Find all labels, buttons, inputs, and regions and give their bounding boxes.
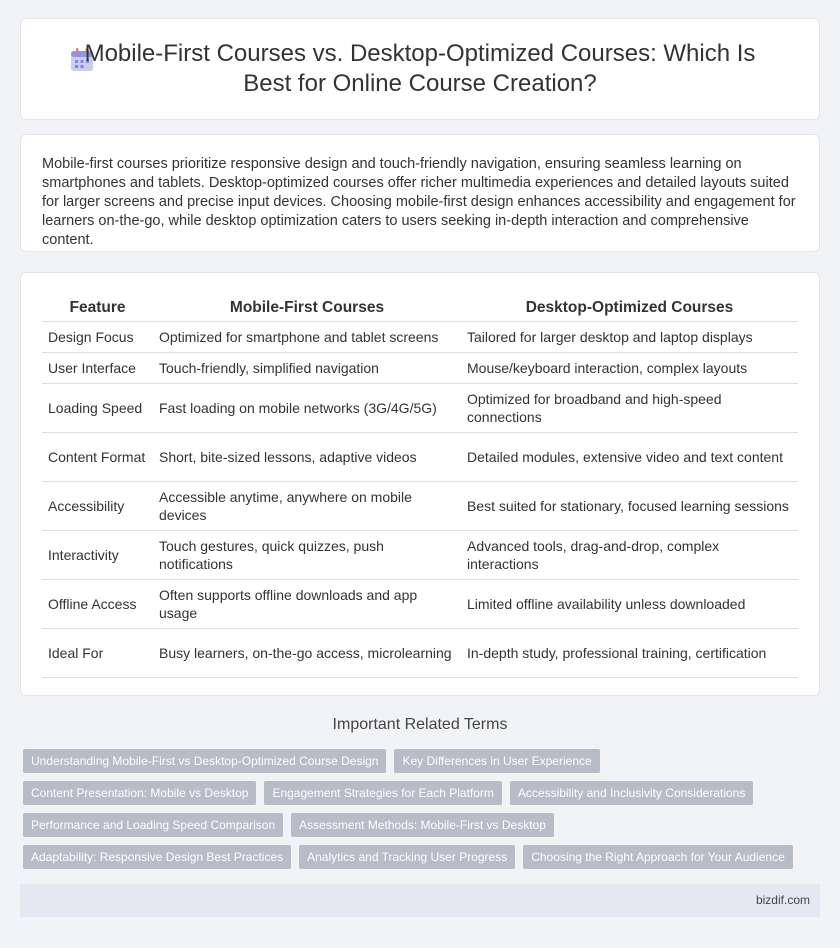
feature-cell: Interactivity	[42, 531, 153, 580]
desktop-cell: Best suited for stationary, focused learning sessions	[461, 482, 798, 531]
tag-row	[23, 749, 803, 781]
comparison-table	[42, 297, 798, 678]
related-term-tag[interactable]: Engagement Strategies for Each Platform	[264, 781, 501, 805]
feature-cell: User Interface	[42, 353, 153, 384]
mobile-cell: Accessible anytime, anywhere on mobile devices	[153, 482, 461, 531]
feature-cell: Content Format	[42, 433, 153, 482]
related-term-tag[interactable]: Performance and Loading Speed Comparison	[23, 813, 283, 837]
related-term-tag[interactable]: Choosing the Right Approach for Your Audience	[523, 845, 793, 869]
page-title: Mobile-First Courses vs. Desktop-Optimized Courses: Which Is Best for Online Course Creation?	[84, 40, 756, 97]
related-term-tag[interactable]: Adaptability: Responsive Design Best Practices	[23, 845, 291, 869]
related-terms-heading: Important Related Terms	[332, 716, 508, 733]
related-term-tag[interactable]: Content Presentation: Mobile vs Desktop	[23, 781, 256, 805]
related-term-tag[interactable]: Accessibility and Inclusivity Considerations	[510, 781, 753, 805]
desktop-cell: Limited offline availability unless downloaded	[461, 580, 798, 629]
feature-cell: Offline Access	[42, 580, 153, 629]
mobile-cell: Optimized for smartphone and tablet screens	[153, 322, 461, 353]
footer	[20, 884, 820, 917]
related-term-tag[interactable]: Understanding Mobile-First vs Desktop-Optimized Course Design	[23, 749, 386, 773]
feature-cell: Ideal For	[42, 629, 153, 678]
comparison-table-card	[20, 272, 820, 696]
table-row	[42, 433, 798, 482]
table-row	[42, 580, 798, 629]
intro-card	[20, 134, 820, 252]
table-row	[42, 531, 798, 580]
mobile-cell: Fast loading on mobile networks (3G/4G/5G)	[153, 384, 461, 433]
mobile-cell: Touch gestures, quick quizzes, push notifications	[153, 531, 461, 580]
related-terms-list	[23, 749, 803, 877]
desktop-cell: Optimized for broadband and high-speed connections	[461, 384, 798, 433]
tag-row	[23, 845, 803, 877]
tag-row	[23, 781, 803, 813]
table-row	[42, 629, 798, 678]
table-row	[42, 482, 798, 531]
mobile-cell: Short, bite-sized lessons, adaptive videos	[153, 433, 461, 482]
desktop-cell: Detailed modules, extensive video and text content	[461, 433, 798, 482]
column-header-mobile-first: Mobile-First Courses	[153, 297, 461, 322]
desktop-cell: In-depth study, professional training, certification	[461, 629, 798, 678]
table-header-row	[42, 297, 798, 322]
desktop-cell: Tailored for larger desktop and laptop displays	[461, 322, 798, 353]
desktop-cell: Advanced tools, drag-and-drop, complex interactions	[461, 531, 798, 580]
feature-cell: Loading Speed	[42, 384, 153, 433]
title-card	[20, 18, 820, 120]
feature-cell: Accessibility	[42, 482, 153, 531]
mobile-cell: Touch-friendly, simplified navigation	[153, 353, 461, 384]
related-term-tag[interactable]: Key Differences in User Experience	[394, 749, 599, 773]
footer-site-link[interactable]: bizdif.com	[755, 893, 810, 907]
related-term-tag[interactable]: Analytics and Tracking User Progress	[299, 845, 515, 869]
mobile-cell: Often supports offline downloads and app usage	[153, 580, 461, 629]
table-row	[42, 353, 798, 384]
tag-row	[23, 813, 803, 845]
table-row	[42, 384, 798, 433]
table-row	[42, 322, 798, 353]
column-header-feature: Feature	[42, 297, 153, 322]
related-term-tag[interactable]: Assessment Methods: Mobile-First vs Desktop	[291, 813, 554, 837]
desktop-cell: Mouse/keyboard interaction, complex layouts	[461, 353, 798, 384]
feature-cell: Design Focus	[42, 322, 153, 353]
mobile-cell: Busy learners, on-the-go access, microlearning	[153, 629, 461, 678]
intro-paragraph: Mobile-first courses prioritize responsive design and touch-friendly navigation, ensuring seamless learning on smartphones and tablets. Desktop-optimized courses offer richer multimedia experiences and detailed layouts suited for larger screens and precise input devices. Choosing mobile-first design enhances accessibility and engagement for learners on-the-go, while desktop optimization caters to users seeking in-depth interaction and comprehensive content.	[42, 156, 796, 248]
column-header-desktop-optimized: Desktop-Optimized Courses	[461, 297, 798, 322]
